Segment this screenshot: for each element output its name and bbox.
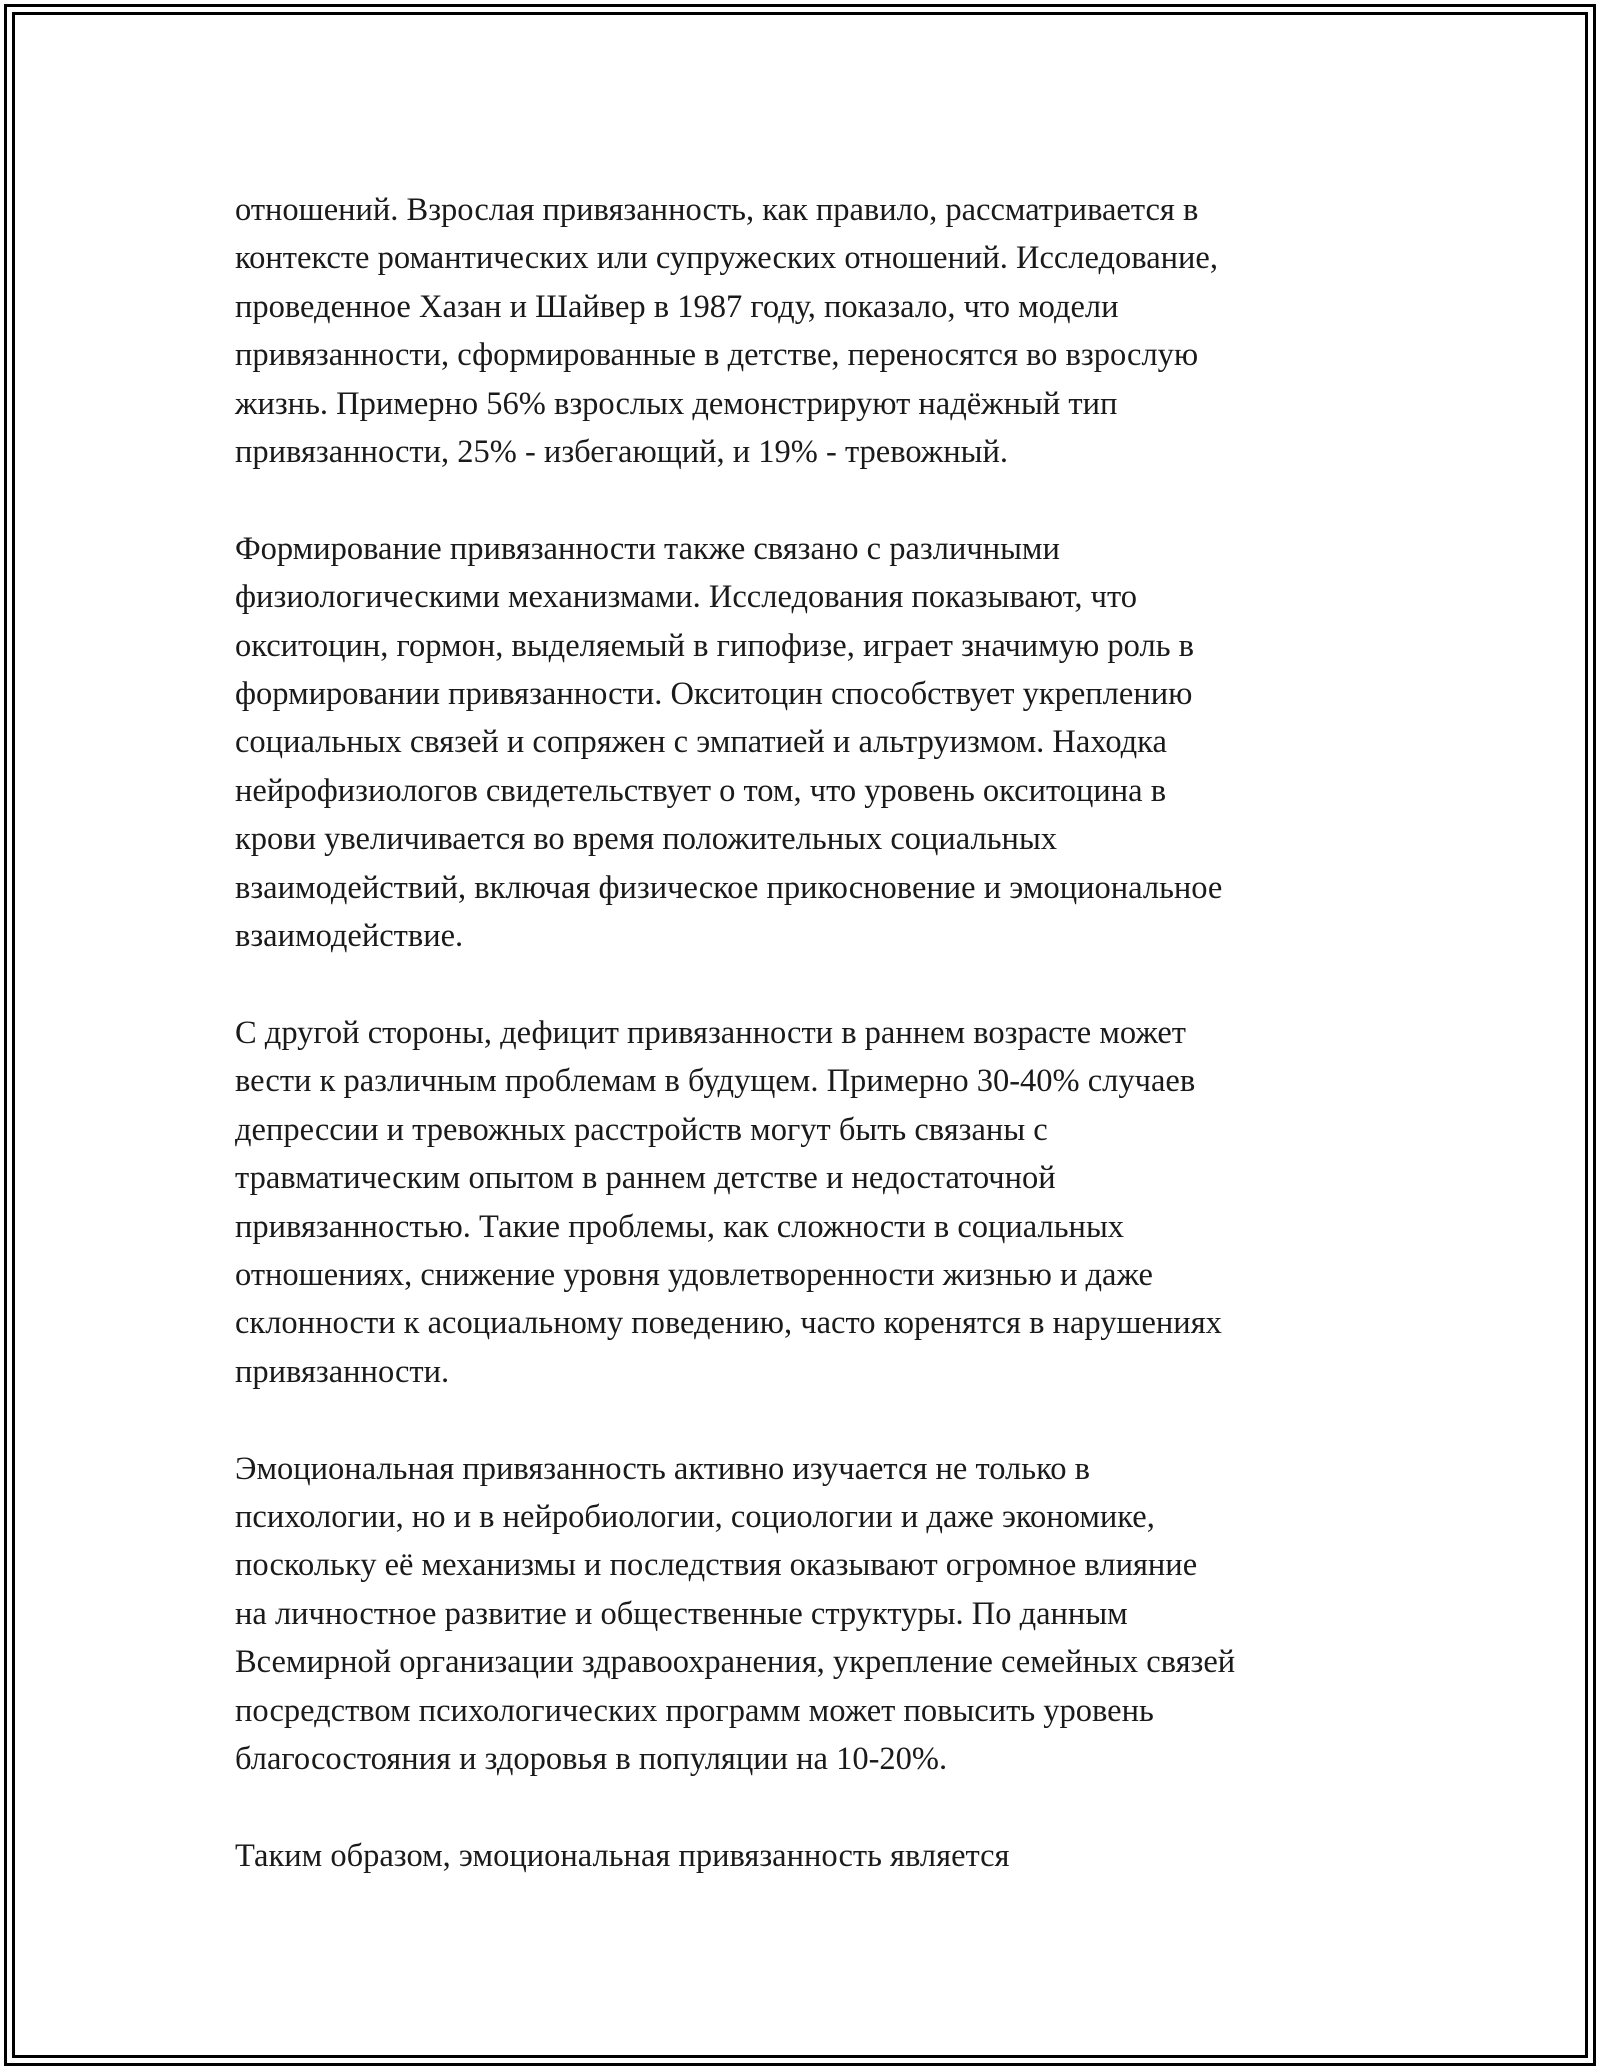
- text-line: физиологическими механизмами. Исследования показывают, что: [235, 579, 1138, 616]
- text-line: окситоцин, гормон, выделяемый в гипофизе, играет значимую роль в: [235, 627, 1194, 664]
- text-line: посредством психологических программ может повысить уровень: [235, 1692, 1154, 1729]
- paragraph-research-fields: [235, 1445, 1375, 1784]
- text-line: формировании привязанности. Окситоцин способствует укреплению: [235, 676, 1193, 713]
- text-line: привязанности.: [235, 1353, 450, 1390]
- text-line: на личностное развитие и общественные структуры. По данным: [235, 1595, 1128, 1632]
- text-line: отношений. Взрослая привязанность, как правило, рассматривается в: [235, 192, 1199, 228]
- text-line: привязанности, сформированные в детстве, переносятся во взрослую: [235, 337, 1199, 374]
- paragraph-conclusion: [235, 1832, 1375, 1880]
- text-line: нейрофизиологов свидетельствует о том, что уровень окситоцина в: [235, 772, 1167, 809]
- text-line: жизнь. Примерно 56% взрослых демонстрируют надёжный тип: [235, 385, 1118, 422]
- text-line: Формирование привязанности также связано с различными: [235, 530, 1060, 567]
- text-line: травматическим опытом в раннем детстве и недостаточной: [235, 1160, 1056, 1197]
- text-line: депрессии и тревожных расстройств могут быть связаны с: [235, 1111, 1048, 1148]
- text-line: отношениях, снижение уровня удовлетворенности жизнью и даже: [235, 1256, 1153, 1293]
- document-body: [235, 186, 1375, 1929]
- paragraph-physiology: [235, 525, 1375, 961]
- paragraph-attachment-deficit: [235, 1009, 1375, 1396]
- text-line: психологии, но и в нейробиологии, социологии и даже экономике,: [235, 1498, 1155, 1535]
- text-line: крови увеличивается во время положительных социальных: [235, 821, 1058, 858]
- text-line: Эмоциональная привязанность активно изучается не только в: [235, 1450, 1090, 1487]
- text-line: социальных связей и сопряжен с эмпатией и альтруизмом. Находка: [235, 724, 1167, 761]
- text-line: привязанностью. Такие проблемы, как сложности в социальных: [235, 1208, 1125, 1245]
- text-line: взаимодействий, включая физическое прикосновение и эмоциональное: [235, 869, 1223, 906]
- text-line: благосостояния и здоровья в популяции на 10-20%.: [235, 1740, 948, 1777]
- text-line: Всемирной организации здравоохранения, укрепление семейных связей: [235, 1644, 1236, 1681]
- text-line: взаимодействие.: [235, 918, 464, 955]
- text-line: контексте романтических или супружеских отношений. Исследование,: [235, 240, 1218, 277]
- paragraph-adult-attachment: [235, 186, 1375, 476]
- text-line: поскольку её механизмы и последствия оказывают огромное влияние: [235, 1547, 1198, 1584]
- text-line: С другой стороны, дефицит привязанности в раннем возрасте может: [235, 1014, 1186, 1051]
- text-line: проведенное Хазан и Шайвер в 1987 году, показало, что модели: [235, 288, 1119, 325]
- text-line: склонности к асоциальному поведению, часто коренятся в нарушениях: [235, 1305, 1222, 1342]
- text-line: Таким образом, эмоциональная привязанность является: [235, 1837, 1010, 1874]
- text-line: привязанности, 25% - избегающий, и 19% - тревожный.: [235, 434, 1008, 471]
- text-line: вести к различным проблемам в будущем. Примерно 30-40% случаев: [235, 1063, 1196, 1100]
